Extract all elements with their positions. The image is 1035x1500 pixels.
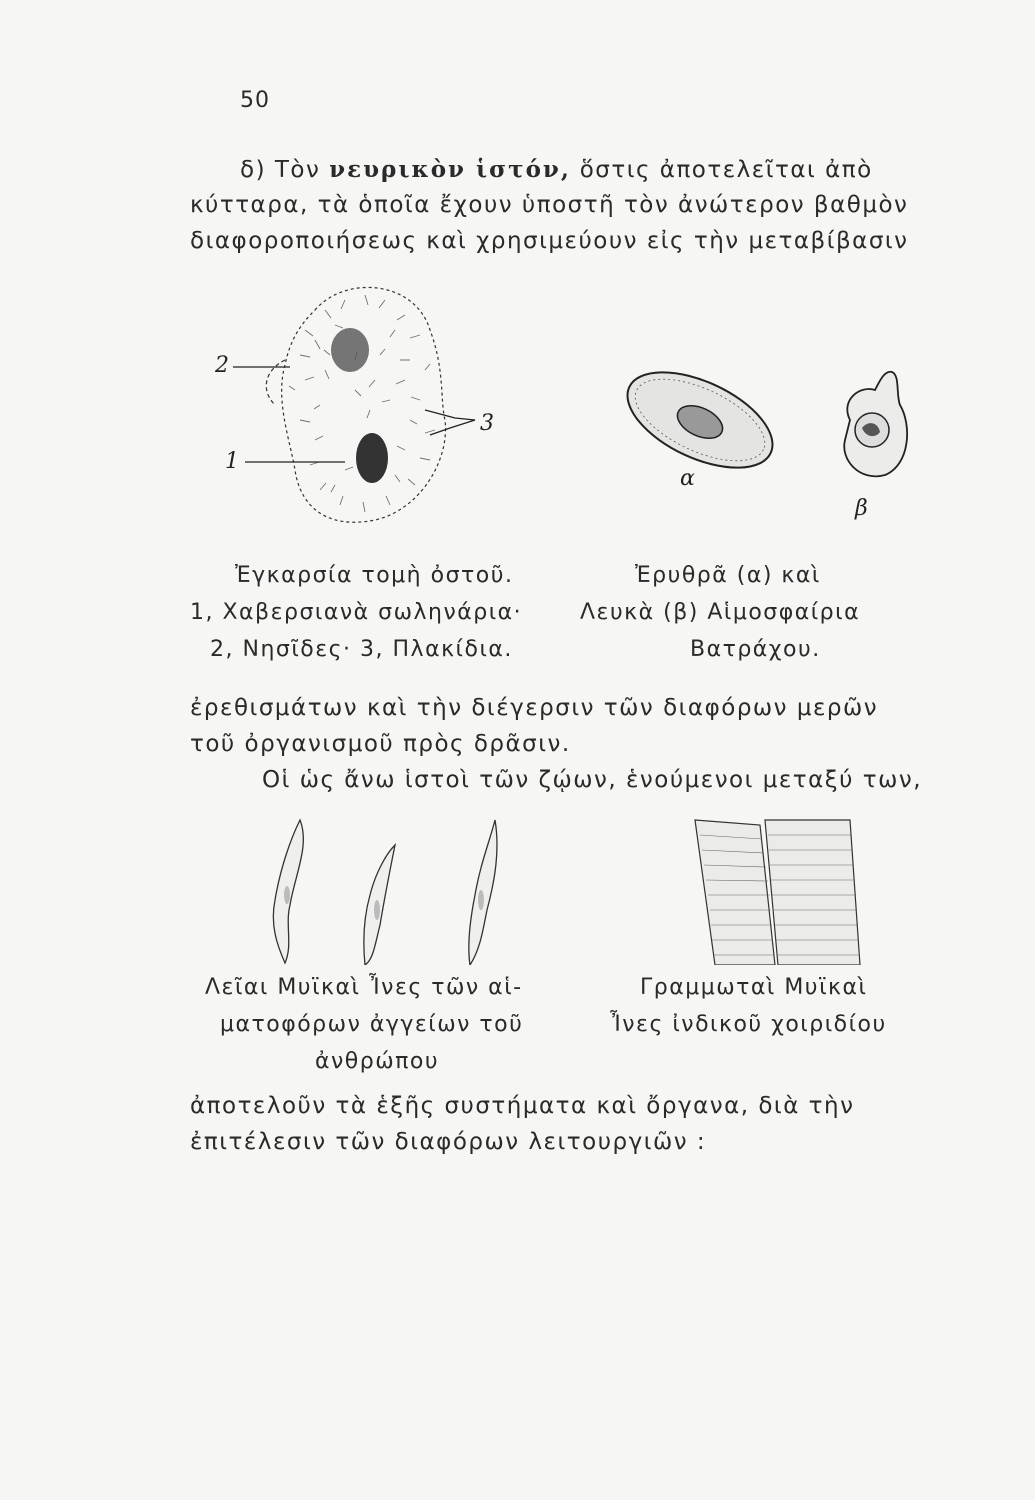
figure1-caption-line2: 2, Νησῖδες· 3, Πλακίδια.	[210, 637, 513, 662]
haversian-canal-upper	[331, 328, 369, 372]
figure2-caption-line2: Λευκὰ (β) Αἱμοσφαίρια	[580, 600, 861, 625]
intro-prefix: δ) Τὸν	[240, 157, 330, 183]
intro-bold-term: νευρικὸν ἱστόν,	[329, 156, 571, 183]
striated-muscle-fibers-figure	[690, 815, 890, 965]
smooth-muscle-nuclei	[255, 815, 535, 965]
figure2-caption-line1: Ἐρυθρᾶ (α) καὶ	[635, 563, 821, 588]
closing-line-1: ἀποτελοῦν τὰ ἑξῆς συστήματα καὶ ὄργανα, διὰ τὴν	[190, 1093, 855, 1119]
figure3-caption-line3: ἀνθρώπου	[315, 1049, 440, 1074]
figure1-caption-title: Ἐγκαρσία τομὴ ὀστοῦ.	[235, 563, 514, 588]
red-blood-cell	[613, 353, 787, 488]
haversian-canal-lower	[356, 433, 388, 483]
striated-fiber-2	[765, 820, 860, 965]
closing-line-2: ἐπιτέλεσιν τῶν διαφόρων λειτουργιῶν :	[190, 1129, 707, 1155]
middle-line-2: τοῦ ὀργανισμοῦ πρὸς δρᾶσιν.	[190, 731, 571, 757]
figure1-caption-line1: 1, Χαβερσιανὰ σωληνάρια·	[190, 600, 523, 625]
frog-blood-cells-figure	[600, 340, 940, 540]
figure2-label-beta: β	[855, 496, 868, 521]
middle-line-3: Οἱ ὡς ἄνω ἱστοὶ τῶν ζῴων, ἑνούμενοι μεταξύ των,	[262, 767, 923, 793]
figure3-caption-line1: Λεῖαι Μυϊκαὶ Ἶνες τῶν αἱ-	[205, 975, 523, 1000]
figure3-caption-line2: ματοφόρων ἀγγείων τοῦ	[220, 1012, 524, 1037]
figure2-caption-line3: Βατράχου.	[690, 637, 821, 662]
bone-cross-section-figure	[205, 270, 515, 540]
intro-line-1	[240, 158, 873, 182]
figure4-caption-line2: Ἶνες ἰνδικοῦ χοιριδίου	[610, 1012, 887, 1037]
figure4-caption-line1: Γραμμωταὶ Μυϊκαὶ	[640, 975, 868, 1000]
middle-line-1: ἐρεθισμάτων καὶ τὴν διέγερσιν τῶν διαφόρων μερῶν	[190, 695, 879, 721]
figure2-label-alpha: α	[680, 466, 695, 491]
white-blood-cell	[844, 372, 907, 477]
figure1-label-2: 2	[215, 353, 229, 378]
striated-fiber-1	[695, 820, 775, 965]
intro-suffix: ὅστις ἀποτελεῖται ἀπὸ	[570, 157, 873, 183]
page-number: 50	[240, 88, 270, 113]
figure1-label-1: 1	[225, 449, 239, 474]
figure1-label-3: 3	[480, 411, 494, 436]
intro-line-2: κύτταρα, τὰ ὁποῖα ἔχουν ὑποστῆ τὸν ἀνώτερον βαθμὸν	[190, 192, 909, 218]
intro-line-3: διαφοροποιήσεως καὶ χρησιμεύουν εἰς τὴν μεταβίβασιν	[190, 228, 909, 254]
